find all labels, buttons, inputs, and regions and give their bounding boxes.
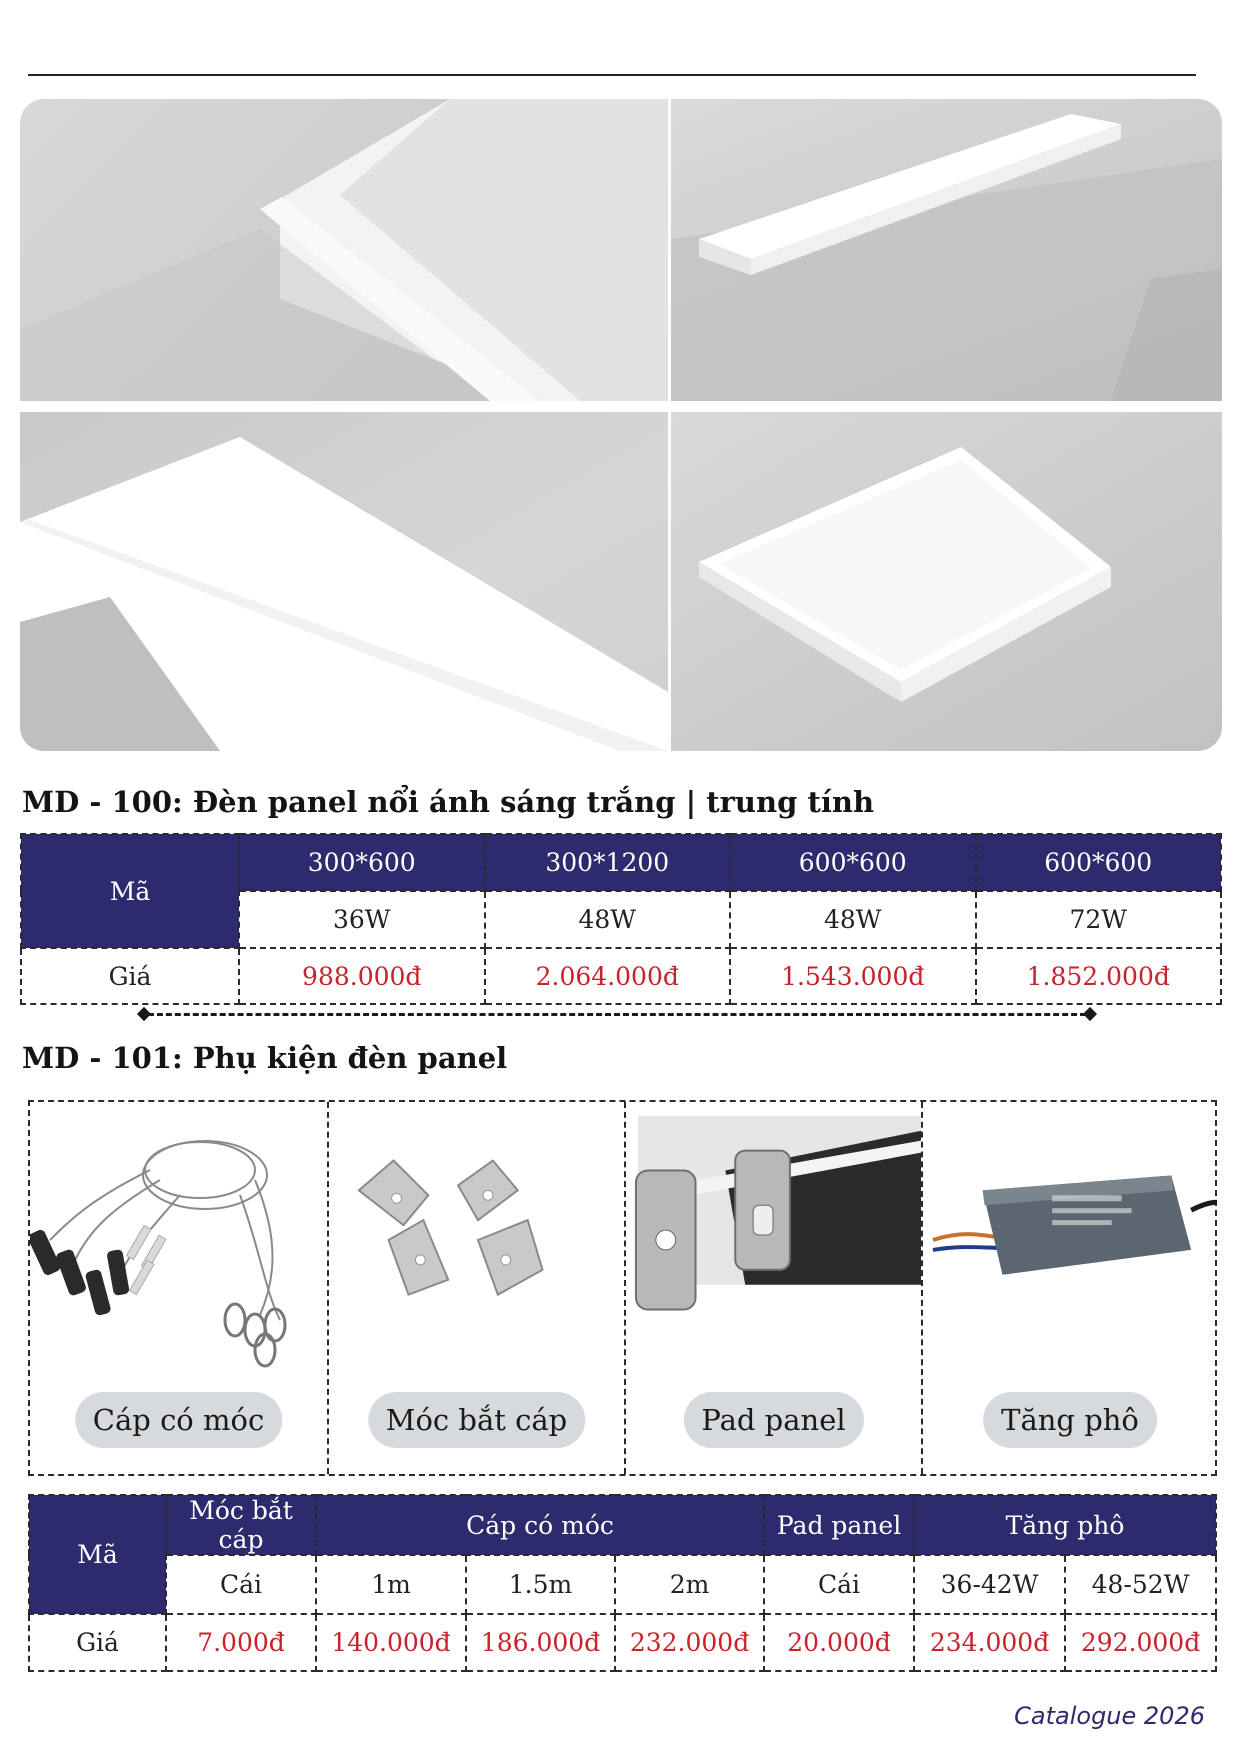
price-cell: 20.000đ <box>764 1614 914 1671</box>
accessory-label-cable: Cáp có móc <box>75 1392 282 1448</box>
size-cell: 300*600 <box>239 834 485 891</box>
divider-diamond-left <box>137 1007 151 1021</box>
section-title-md101: MD - 101: Phụ kiện đèn panel <box>22 1041 508 1075</box>
price-cell: 234.000đ <box>914 1614 1065 1671</box>
panel-closeup-photo <box>20 99 668 401</box>
pad-panel-image <box>626 1110 921 1370</box>
price-label-cell: Giá <box>21 948 239 1004</box>
rectangular-panel-photo <box>671 99 1222 401</box>
accessory-label-driver: Tăng phô <box>983 1392 1157 1448</box>
power-cell: 36W <box>239 891 485 948</box>
accessory-label-bracket: Móc bắt cáp <box>368 1392 585 1448</box>
panel-edge-photo <box>20 412 668 751</box>
variant-cell: 1m <box>316 1555 466 1614</box>
code-label-cell: Mã <box>29 1495 166 1614</box>
group-header-cell: Pad panel <box>764 1495 914 1555</box>
price-cell: 186.000đ <box>466 1614 615 1671</box>
accessory-card-pad <box>624 1102 921 1474</box>
cable-hook-image <box>30 1110 327 1370</box>
code-label-cell: Mã <box>21 834 239 948</box>
variant-cell: Cái <box>166 1555 316 1614</box>
catalogue-footer: Catalogue 2026 <box>1014 1702 1205 1730</box>
price-label-cell: Giá <box>29 1614 166 1671</box>
variant-cell: Cái <box>764 1555 914 1614</box>
power-cell: 72W <box>976 891 1222 948</box>
price-cell: 1.852.000đ <box>976 948 1222 1004</box>
power-cell: 48W <box>485 891 731 948</box>
price-cell: 140.000đ <box>316 1614 466 1671</box>
variant-cell: 48-52W <box>1065 1555 1216 1614</box>
bracket-image <box>329 1110 624 1370</box>
top-rule <box>28 74 1196 76</box>
size-cell: 600*600 <box>730 834 976 891</box>
md101-price-table <box>28 1494 1217 1672</box>
size-cell: 300*1200 <box>485 834 731 891</box>
size-cell: 600*600 <box>976 834 1222 891</box>
price-cell: 988.000đ <box>239 948 485 1004</box>
driver-image <box>923 1110 1217 1370</box>
group-header-cell: Móc bắt cáp <box>166 1495 316 1555</box>
divider-diamond-right <box>1083 1007 1097 1021</box>
accessory-label-pad: Pad panel <box>683 1392 863 1448</box>
accessory-card-cable <box>30 1102 327 1474</box>
variant-cell: 2m <box>615 1555 764 1614</box>
product-photo-grid <box>20 99 1222 751</box>
price-cell: 2.064.000đ <box>485 948 731 1004</box>
price-cell: 292.000đ <box>1065 1614 1216 1671</box>
price-cell: 7.000đ <box>166 1614 316 1671</box>
square-panel-photo <box>671 412 1222 751</box>
variant-cell: 36-42W <box>914 1555 1065 1614</box>
accessory-card-bracket <box>327 1102 624 1474</box>
power-cell: 48W <box>730 891 976 948</box>
group-header-cell: Cáp có móc <box>316 1495 764 1555</box>
accessory-card-driver <box>921 1102 1217 1474</box>
variant-cell: 1.5m <box>466 1555 615 1614</box>
section-divider <box>139 1013 1095 1016</box>
price-cell: 1.543.000đ <box>730 948 976 1004</box>
price-cell: 232.000đ <box>615 1614 764 1671</box>
section-title-md100: MD - 100: Đèn panel nổi ánh sáng trắng | trung tính <box>22 785 875 819</box>
md100-price-table <box>20 833 1222 1005</box>
group-header-cell: Tăng phô <box>914 1495 1216 1555</box>
accessory-grid <box>28 1100 1217 1476</box>
